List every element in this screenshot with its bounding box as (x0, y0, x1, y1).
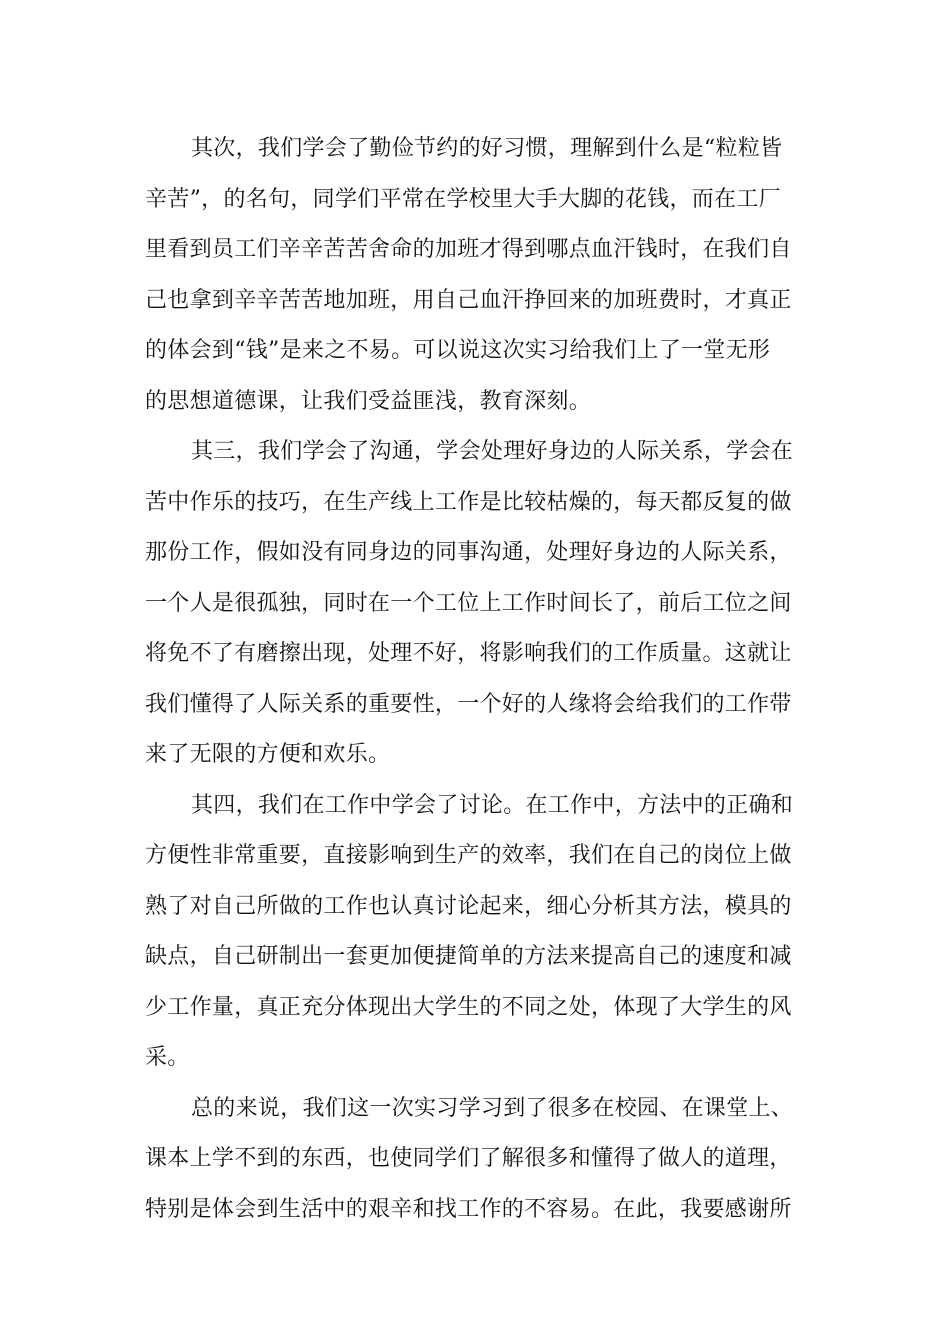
text-line: 方便性非常重要，直接影响到生产的效率，我们在自己的岗位上做 (145, 843, 792, 868)
text-line: 那份工作，假如没有同身边的同事沟通，处理好身边的人际关系， (145, 540, 792, 565)
text-line: 总的来说，我们这一次实习学习到了很多在校园、在课堂上、 (191, 1095, 794, 1121)
text-line: 其四，我们在工作中学会了讨论。在工作中，方法中的正确和 (191, 792, 794, 818)
text-line: 辛苦”，的名句，同学们平常在学校里大手大脚的花钱，而在工厂 (145, 186, 781, 212)
text-line: 己也拿到辛辛苦苦地加班，用自己血汗挣回来的加班费时，才真正 (145, 287, 792, 313)
text-line: 我们懂得了人际关系的重要性，一个好的人缘将会给我们的工作带 (145, 691, 792, 717)
text-line: 采。 (145, 1045, 190, 1070)
text-line: 熟了对自己所做的工作也认真讨论起来，细心分析其方法，模具的 (145, 893, 792, 919)
text-line: 特别是体会到生活中的艰辛和找工作的不容易。在此，我要感谢所 (145, 1196, 792, 1222)
paragraph-thrift (145, 124, 815, 427)
text-line: 一个人是很孤独，同时在一个工位上工作时间长了，前后工位之间 (145, 590, 792, 616)
text-line: 里看到员工们辛辛苦苦舍命的加班才得到哪点血汗钱时，在我们自 (145, 237, 792, 262)
text-line: 少工作量，真正充分体现出大学生的不同之处，体现了大学生的风 (145, 994, 792, 1020)
paragraph-communication (145, 427, 815, 781)
text-line: 的体会到“钱”是来之不易。可以说这次实习给我们上了一堂无形 (145, 338, 771, 363)
text-line: 苦中作乐的技巧，在生产线上工作是比较枯燥的，每天都反复的做 (145, 489, 792, 515)
text-line: 缺点，自己研制出一套更加便捷简单的方法来提高自己的速度和减 (145, 944, 792, 969)
text-line: 其三，我们学会了沟通，学会处理好身边的人际关系，学会在 (191, 439, 794, 464)
text-line: 课本上学不到的东西，也使同学们了解很多和懂得了做人的道理， (145, 1146, 792, 1171)
text-line: 其次，我们学会了勤俭节约的好习惯，理解到什么是“粒粒皆 (191, 136, 783, 161)
paragraph-summary (145, 1084, 815, 1236)
text-line: 的思想道德课，让我们受益匪浅，教育深刻。 (145, 388, 592, 414)
paragraph-discussion (145, 781, 815, 1084)
document-body (145, 124, 815, 1235)
text-line: 来了无限的方便和欢乐。 (145, 742, 391, 767)
text-line: 将免不了有磨擦出现，处理不好，将影响我们的工作质量。这就让 (145, 641, 792, 666)
